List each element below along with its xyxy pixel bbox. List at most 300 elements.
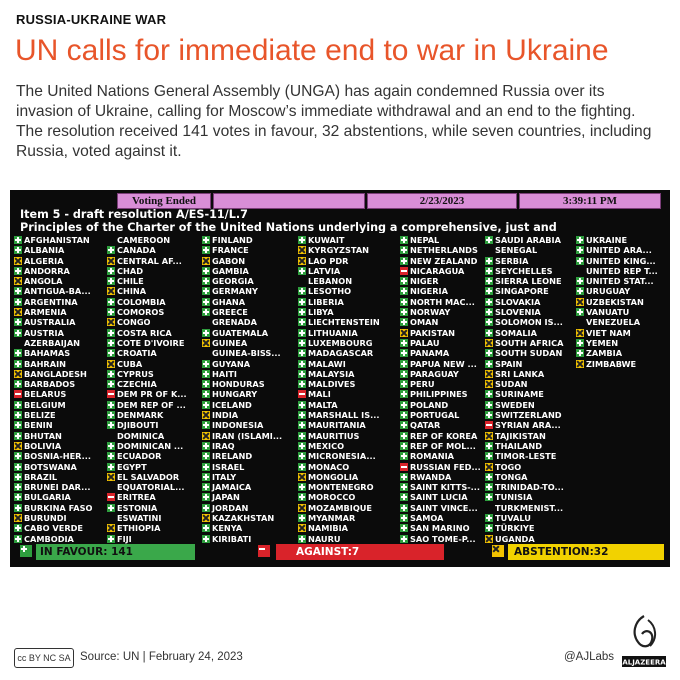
country-row [298, 503, 392, 513]
country-row [202, 431, 296, 441]
plus-icon [400, 318, 408, 326]
plus-icon [400, 452, 408, 460]
country-row [14, 503, 108, 513]
cross-icon [298, 524, 306, 532]
minus-icon [107, 493, 115, 501]
plus-icon [107, 442, 115, 450]
country-row [298, 431, 392, 441]
country-row [202, 256, 296, 266]
plus-icon [400, 236, 408, 244]
country-row [400, 297, 494, 307]
country-name: DOMINICA [117, 430, 165, 441]
cross-icon [107, 360, 115, 368]
country-name: FRANCE [212, 245, 249, 256]
country-row [485, 235, 579, 245]
plus-icon [14, 318, 22, 326]
plus-icon [107, 267, 115, 275]
country-row [202, 451, 296, 461]
plus-icon [202, 308, 210, 316]
country-row [107, 410, 201, 420]
country-name: NAURU [308, 533, 341, 544]
country-row [14, 348, 108, 358]
country-row [298, 359, 392, 369]
plus-icon [485, 390, 493, 398]
country-name: GRENADA [212, 317, 257, 328]
country-name: SYRIAN ARA... [495, 420, 561, 431]
country-row [485, 286, 579, 296]
cross-icon [298, 473, 306, 481]
country-name: ZIMBABWE [586, 358, 637, 369]
country-row [14, 441, 108, 451]
country-name: GREECE [212, 307, 248, 318]
country-name: MALAWI [308, 358, 346, 369]
minus-icon [485, 421, 493, 429]
country-column [485, 235, 579, 544]
plus-icon [400, 442, 408, 450]
plus-icon [202, 524, 210, 532]
country-column [202, 235, 296, 544]
country-row [14, 276, 108, 286]
country-row [576, 266, 670, 276]
country-row [202, 307, 296, 317]
country-row [298, 534, 392, 544]
plus-icon [400, 339, 408, 347]
cross-icon [492, 545, 504, 557]
country-row [400, 369, 494, 379]
country-row [298, 286, 392, 296]
plus-icon [298, 483, 306, 491]
country-name: NICARAGUA [410, 265, 465, 276]
plus-icon [485, 298, 493, 306]
country-name: QATAR [410, 420, 441, 431]
plus-icon [202, 473, 210, 481]
plus-icon [202, 504, 210, 512]
plus-icon [298, 267, 306, 275]
country-row [107, 348, 201, 358]
country-name: MICRONESIA... [308, 451, 376, 462]
country-row [576, 245, 670, 255]
country-column [107, 235, 201, 544]
country-row [14, 328, 108, 338]
country-row [202, 492, 296, 502]
country-name: BULGARIA [24, 492, 71, 503]
country-name: GHANA [212, 296, 246, 307]
country-row [400, 245, 494, 255]
country-row [202, 328, 296, 338]
plus-icon [400, 298, 408, 306]
plus-icon [400, 246, 408, 254]
country-row [107, 451, 201, 461]
country-name: VIET NAM [586, 327, 631, 338]
country-name: UNITED KING... [586, 255, 656, 266]
plus-icon [576, 257, 584, 265]
plus-icon [107, 463, 115, 471]
country-name: ARMENIA [24, 307, 67, 318]
country-name: FIJI [117, 533, 132, 544]
country-name: CONGO [117, 317, 151, 328]
plus-icon [298, 349, 306, 357]
country-row [298, 266, 392, 276]
country-row [107, 317, 201, 327]
country-row [576, 297, 670, 307]
plus-icon [400, 257, 408, 265]
country-name: SRI LANKA [495, 368, 545, 379]
country-row [298, 348, 392, 358]
country-name: TUVALU [495, 513, 531, 524]
country-row [485, 431, 579, 441]
country-name: COTE D'IVOIRE [117, 337, 185, 348]
country-row [485, 400, 579, 410]
country-name: LIECHTENSTEIN [308, 317, 380, 328]
cross-icon [485, 535, 493, 543]
country-row [576, 359, 670, 369]
plus-icon [400, 370, 408, 378]
plus-icon [14, 360, 22, 368]
country-row [576, 317, 670, 327]
plus-icon [400, 401, 408, 409]
country-name: SAMOA [410, 513, 444, 524]
plus-icon [107, 504, 115, 512]
country-name: PARAGUAY [410, 368, 459, 379]
country-row [202, 482, 296, 492]
plus-icon [400, 535, 408, 543]
plus-icon [400, 504, 408, 512]
country-name: VANUATU [586, 307, 630, 318]
country-name: LITHUANIA [308, 327, 358, 338]
plus-icon [576, 277, 584, 285]
country-row [14, 389, 108, 399]
cross-icon [202, 514, 210, 522]
country-name: BOLIVIA [24, 440, 62, 451]
country-name: IRAQ [212, 440, 235, 451]
country-name: BENIN [24, 420, 53, 431]
plus-icon [298, 339, 306, 347]
country-row [576, 307, 670, 317]
country-row [298, 513, 392, 523]
plus-icon [400, 421, 408, 429]
country-name: NEW ZEALAND [410, 255, 478, 266]
country-name: KAZAKHSTAN [212, 513, 275, 524]
country-row [485, 338, 579, 348]
plus-icon [202, 390, 210, 398]
country-name: GUINEA [212, 337, 248, 348]
country-row [107, 482, 201, 492]
country-row [14, 492, 108, 502]
country-row [298, 307, 392, 317]
plus-icon [485, 411, 493, 419]
plus-icon [202, 236, 210, 244]
country-name: KYRGYZSTAN [308, 245, 370, 256]
country-row [400, 513, 494, 523]
license-badge: cc BY NC SA [14, 648, 74, 668]
cross-icon [107, 473, 115, 481]
plus-icon [202, 267, 210, 275]
country-name: ALBANIA [24, 245, 65, 256]
country-row [400, 328, 494, 338]
country-row [485, 359, 579, 369]
country-row [107, 492, 201, 502]
country-row [14, 462, 108, 472]
plus-icon [400, 349, 408, 357]
plus-icon [485, 236, 493, 244]
country-row [107, 286, 201, 296]
country-name: SAINT VINCE... [410, 502, 478, 513]
country-row [14, 513, 108, 523]
cross-icon [107, 524, 115, 532]
plus-icon [107, 401, 115, 409]
plus-icon [400, 524, 408, 532]
country-row [107, 328, 201, 338]
country-row [202, 348, 296, 358]
plus-icon [485, 329, 493, 337]
country-row [485, 256, 579, 266]
country-row [202, 235, 296, 245]
country-name: IRELAND [212, 451, 253, 462]
plus-icon [576, 236, 584, 244]
cross-icon [298, 246, 306, 254]
plus-icon [298, 380, 306, 388]
country-name: NIGERIA [410, 286, 448, 297]
country-row [107, 503, 201, 513]
country-row [107, 256, 201, 266]
country-name: SAO TOME-P... [410, 533, 476, 544]
country-row [400, 400, 494, 410]
country-row [14, 379, 108, 389]
country-name: SLOVAKIA [495, 296, 541, 307]
country-name: BURKINA FASO [24, 502, 93, 513]
plus-icon [202, 401, 210, 409]
country-row [107, 523, 201, 533]
country-name: BAHRAIN [24, 358, 66, 369]
country-row [298, 317, 392, 327]
country-row [298, 410, 392, 420]
country-row [485, 348, 579, 358]
plus-icon [485, 401, 493, 409]
country-name: GAMBIA [212, 265, 249, 276]
country-row [576, 235, 670, 245]
country-row [202, 513, 296, 523]
country-row [107, 369, 201, 379]
plus-icon [14, 473, 22, 481]
country-row [202, 503, 296, 513]
country-name: VENEZUELA [586, 317, 641, 328]
country-name: BRAZIL [24, 471, 58, 482]
cross-icon [202, 257, 210, 265]
country-row [298, 379, 392, 389]
country-row [298, 523, 392, 533]
plus-icon [400, 380, 408, 388]
country-row [107, 400, 201, 410]
country-name: RWANDA [410, 471, 452, 482]
country-name: UNITED STAT... [586, 276, 654, 287]
country-name: MALI [308, 389, 331, 400]
cross-icon [14, 370, 22, 378]
country-row [298, 420, 392, 430]
country-row [485, 245, 579, 255]
country-row [298, 328, 392, 338]
country-name: AUSTRIA [24, 327, 64, 338]
country-name: EGYPT [117, 461, 147, 472]
country-row [14, 420, 108, 430]
country-name: KENYA [212, 523, 243, 534]
plus-icon [202, 442, 210, 450]
country-row [107, 462, 201, 472]
country-name: NORTH MAC... [410, 296, 475, 307]
country-name: SEYCHELLES [495, 265, 553, 276]
source-line: Source: UN | February 24, 2023 [80, 651, 243, 663]
plus-icon [202, 246, 210, 254]
plus-icon [14, 421, 22, 429]
country-row [14, 317, 108, 327]
country-row [400, 276, 494, 286]
cross-icon [576, 298, 584, 306]
country-row [485, 492, 579, 502]
country-row [400, 492, 494, 502]
plus-icon [485, 360, 493, 368]
country-name: ALGERIA [24, 255, 64, 266]
country-row [298, 462, 392, 472]
country-name: CHILE [117, 276, 144, 287]
date-cell: 2/23/2023 [367, 193, 517, 209]
country-row [400, 472, 494, 482]
country-row [14, 523, 108, 533]
country-row [298, 389, 392, 399]
plus-icon [202, 452, 210, 460]
country-name: GUATEMALA [212, 327, 269, 338]
country-row [400, 503, 494, 513]
plus-icon [14, 483, 22, 491]
country-name: NIGER [410, 276, 439, 287]
country-name: BOSNIA-HER... [24, 451, 91, 462]
country-name: ANDORRA [24, 265, 70, 276]
minus-icon [400, 267, 408, 275]
plus-icon [576, 246, 584, 254]
country-row [400, 523, 494, 533]
cross-icon [14, 277, 22, 285]
country-name: MALDIVES [308, 379, 356, 390]
country-row [485, 317, 579, 327]
country-name: MEXICO [308, 440, 345, 451]
country-row [298, 256, 392, 266]
plus-icon [14, 287, 22, 295]
plus-icon [576, 349, 584, 357]
country-name: GUYANA [212, 358, 251, 369]
country-row [576, 256, 670, 266]
country-row [298, 451, 392, 461]
minus-icon [298, 390, 306, 398]
country-name: POLAND [410, 399, 449, 410]
headline: UN calls for immediate end to war in Ukraine [15, 34, 609, 67]
country-name: GABON [212, 255, 246, 266]
country-row [107, 420, 201, 430]
country-row [202, 420, 296, 430]
country-name: SURINAME [495, 389, 544, 400]
plus-icon [400, 432, 408, 440]
plus-icon [298, 287, 306, 295]
plus-icon [202, 483, 210, 491]
in-favour-total: IN FAVOUR: 141 [36, 544, 195, 560]
country-row [576, 328, 670, 338]
plus-icon [202, 421, 210, 429]
country-name: DENMARK [117, 410, 164, 421]
country-row [202, 389, 296, 399]
country-name: ITALY [212, 471, 237, 482]
country-row [107, 276, 201, 286]
country-row [14, 369, 108, 379]
country-row [14, 256, 108, 266]
country-row [485, 534, 579, 544]
country-row [14, 472, 108, 482]
cross-icon [202, 339, 210, 347]
country-row [485, 328, 579, 338]
country-row [298, 441, 392, 451]
country-name: LUXEMBOURG [308, 337, 373, 348]
plus-icon [576, 308, 584, 316]
plus-icon [14, 535, 22, 543]
country-name: DOMINICAN ... [117, 440, 184, 451]
country-row [298, 492, 392, 502]
country-row [485, 441, 579, 451]
country-name: PAPUA NEW ... [410, 358, 477, 369]
country-name: ESWATINI [117, 513, 162, 524]
country-row [400, 431, 494, 441]
country-row [485, 410, 579, 420]
country-row [400, 389, 494, 399]
plus-icon [107, 411, 115, 419]
country-name: CZECHIA [117, 379, 157, 390]
country-row [400, 451, 494, 461]
country-name: TIMOR-LESTE [495, 451, 557, 462]
country-name: HAITI [212, 368, 237, 379]
country-row [14, 245, 108, 255]
country-row [202, 266, 296, 276]
cross-icon [202, 411, 210, 419]
country-name: CABO VERDE [24, 523, 84, 534]
country-row [400, 317, 494, 327]
plus-icon [107, 246, 115, 254]
blank-cell [213, 193, 365, 209]
plus-icon [202, 287, 210, 295]
plus-icon [298, 463, 306, 471]
plus-icon [298, 308, 306, 316]
plus-icon [485, 277, 493, 285]
plus-icon [107, 277, 115, 285]
plus-icon [298, 318, 306, 326]
country-row [202, 359, 296, 369]
country-row [400, 235, 494, 245]
country-row [400, 482, 494, 492]
country-name: SOMALIA [495, 327, 537, 338]
country-name: SOLOMON IS... [495, 317, 563, 328]
country-name: GERMANY [212, 286, 258, 297]
country-row [576, 348, 670, 358]
plus-icon [298, 432, 306, 440]
country-row [298, 482, 392, 492]
country-name: COMOROS [117, 307, 165, 318]
plus-icon [202, 360, 210, 368]
country-name: CYPRUS [117, 368, 154, 379]
plus-icon [14, 236, 22, 244]
plus-icon [485, 452, 493, 460]
plus-icon [298, 493, 306, 501]
plus-icon [298, 329, 306, 337]
country-name: REP OF MOL... [410, 440, 476, 451]
country-name: TUNISIA [495, 492, 533, 503]
country-name: CANADA [117, 245, 156, 256]
plus-icon [485, 308, 493, 316]
country-row [400, 256, 494, 266]
country-name: UZBEKISTAN [586, 296, 644, 307]
